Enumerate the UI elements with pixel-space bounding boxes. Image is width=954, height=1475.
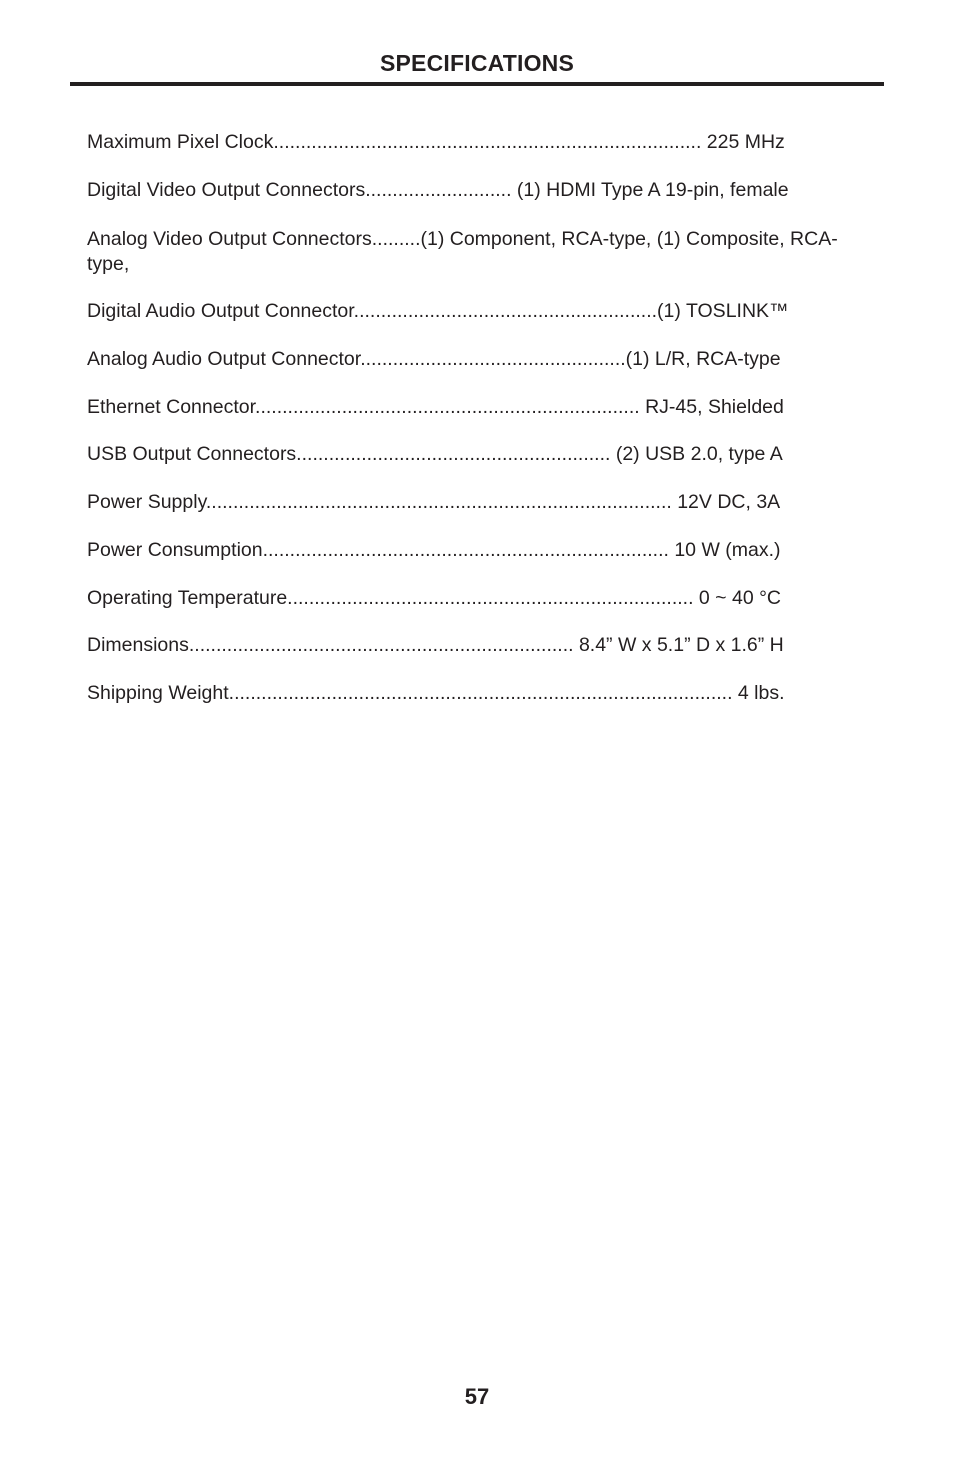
spec-usb-output: USB Output Connectors.......................................................... (2) USB 2.0, type A: [87, 443, 783, 465]
spec-digital-audio-output: Digital Audio Output Connector........................................................(1) TOSLINK™: [87, 300, 789, 322]
spec-analog-audio-output: Analog Audio Output Connector.................................................(1) L/R, RCA-type: [87, 348, 781, 370]
spec-shipping-weight: Shipping Weight............................................................................................. 4 lbs.: [87, 682, 785, 704]
spec-operating-temperature: Operating Temperature........................................................................... 0 ~ 40 °C: [87, 587, 781, 609]
spec-ethernet-connector: Ethernet Connector....................................................................... RJ-45, Shielded: [87, 396, 784, 418]
spec-analog-video-output: Analog Video Output Connectors.........(1) Component, RCA-type, (1) Composite, RCA-type,: [87, 228, 838, 275]
spec-maximum-pixel-clock: Maximum Pixel Clock............................................................................... 225 MHz: [87, 131, 785, 153]
spec-power-supply: Power Supply...................................................................................... 12V DC, 3A: [87, 491, 781, 513]
title-divider: [70, 82, 884, 86]
spec-dimensions: Dimensions....................................................................... 8.4” W x 5.1” D x 1.6” H: [87, 634, 784, 656]
page-title: SPECIFICATIONS: [379, 50, 575, 76]
page-number: 57: [464, 1384, 490, 1409]
spec-power-consumption: Power Consumption........................................................................... 10 W (max.): [87, 539, 781, 561]
spec-digital-video-output: Digital Video Output Connectors........................... (1) HDMI Type A 19-pin, female: [87, 179, 789, 201]
